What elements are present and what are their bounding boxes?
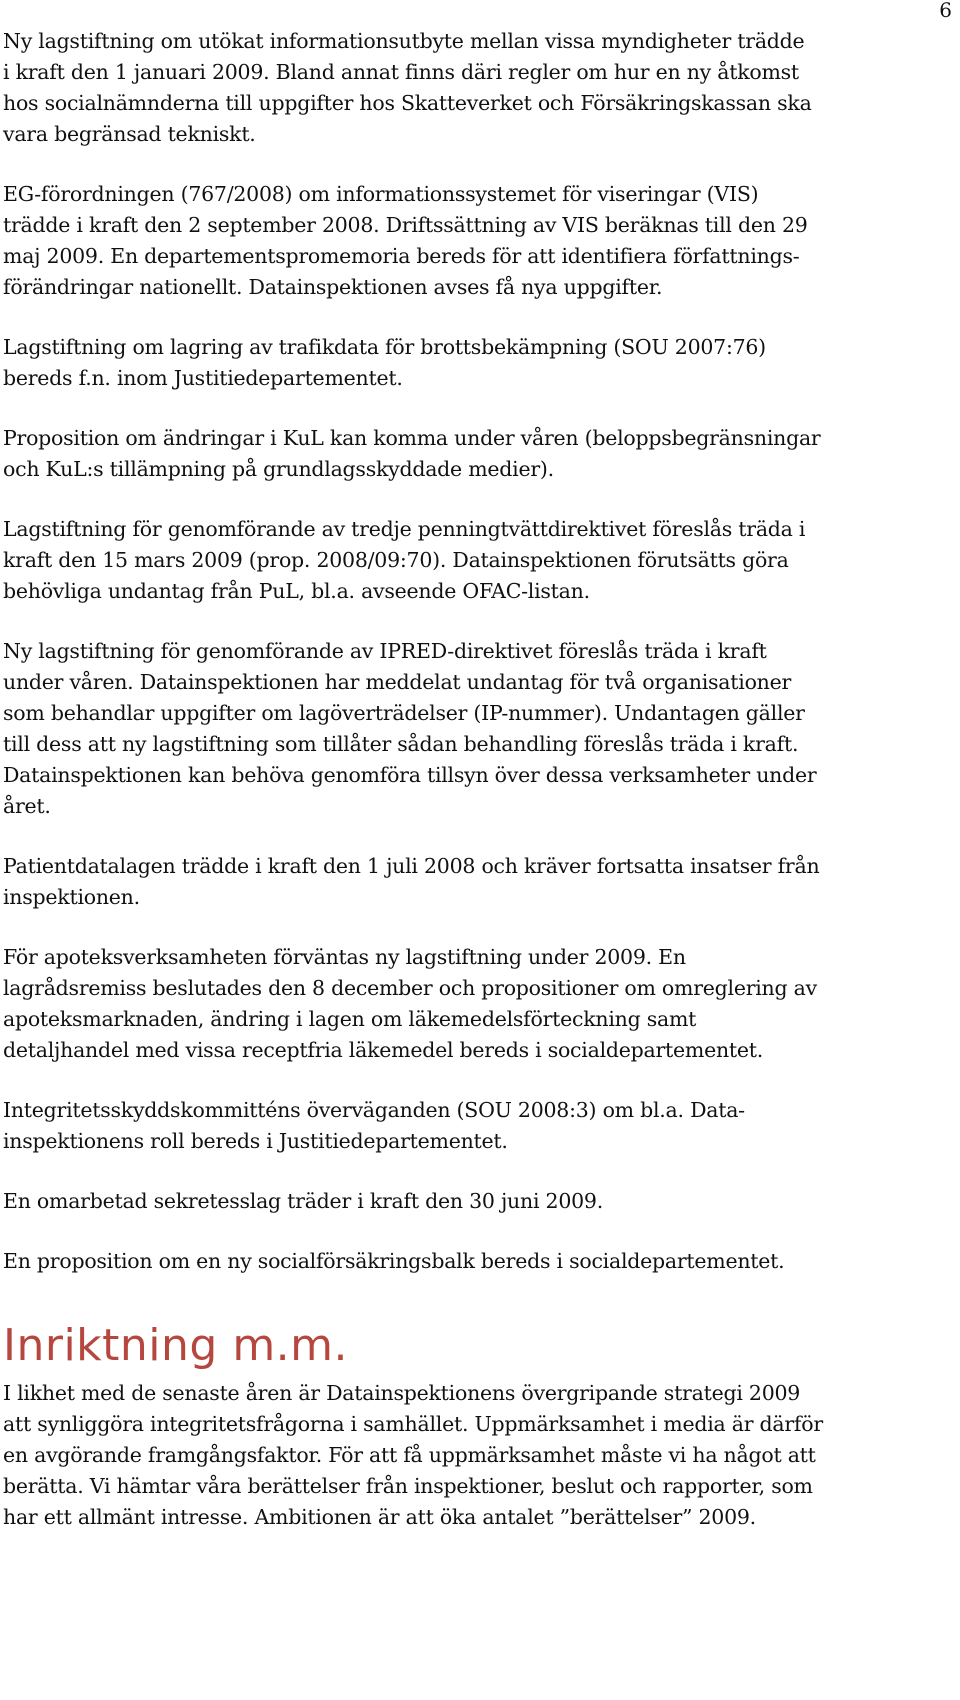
text-line: Datainspektionen kan behöva genomföra tillsyn över dessa verksamheter under [3, 763, 817, 787]
text-line: behövliga undantag från PuL, bl.a. avseende OFAC-listan. [3, 579, 590, 603]
text-line: att synliggöra integritetsfrågorna i samhället. Uppmärksamhet i media är därför [3, 1412, 823, 1436]
body-paragraph [3, 851, 943, 913]
page-number: 6 [939, 0, 952, 22]
text-line: För apoteksverksamheten förväntas ny lagstiftning under 2009. En [3, 945, 686, 969]
body-paragraph [3, 423, 943, 485]
text-line: vara begränsad tekniskt. [3, 122, 256, 146]
text-line: i kraft den 1 januari 2009. Bland annat finns däri regler om hur en ny åtkomst [3, 60, 799, 84]
body-paragraph [3, 636, 943, 822]
text-line: Lagstiftning om lagring av trafikdata för brottsbekämpning (SOU 2007:76) [3, 335, 766, 359]
text-line: Ny lagstiftning för genomförande av IPRED-direktivet föreslås träda i kraft [3, 639, 767, 663]
text-line: och KuL:s tillämpning på grundlagsskyddade medier). [3, 457, 554, 481]
text-line: Ny lagstiftning om utökat informationsutbyte mellan vissa myndigheter trädde [3, 29, 805, 53]
text-line: inspektionens roll bereds i Justitiedepartementet. [3, 1129, 508, 1153]
text-line: som behandlar uppgifter om lagöverträdelser (IP-nummer). Undantagen gäller [3, 701, 805, 725]
text-line: Integritetsskyddskommitténs överväganden (SOU 2008:3) om bl.a. Data- [3, 1098, 745, 1122]
text-line: berätta. Vi hämtar våra berättelser från inspektioner, beslut och rapporter, som [3, 1474, 813, 1498]
text-line: en avgörande framgångsfaktor. För att få uppmärksamhet måste vi ha något att [3, 1443, 816, 1467]
text-line: har ett allmänt intresse. Ambitionen är att öka antalet ”berättelser” 2009. [3, 1505, 756, 1529]
text-line: detaljhandel med vissa receptfria läkemedel bereds i socialdepartementet. [3, 1038, 764, 1062]
body-paragraph [3, 942, 943, 1066]
text-line: lagrådsremiss beslutades den 8 december och propositioner om omreglering av [3, 976, 817, 1000]
body-paragraph [3, 1246, 943, 1277]
text-line: Proposition om ändringar i KuL kan komma under våren (beloppsbegränsningar [3, 426, 821, 450]
text-line: bereds f.n. inom Justitiedepartementet. [3, 366, 403, 390]
text-line: inspektionen. [3, 885, 140, 909]
section-heading: Inriktning m.m. [3, 1320, 349, 1371]
body-paragraph [3, 1095, 943, 1157]
text-line: I likhet med de senaste åren är Datainspektionens övergripande strategi 2009 [3, 1381, 801, 1405]
text-line: En proposition om en ny socialförsäkringsbalk bereds i socialdepartementet. [3, 1249, 785, 1273]
text-line: under våren. Datainspektionen har meddelat undantag för två organisationer [3, 670, 792, 694]
text-line: maj 2009. En departementspromemoria bereds för att identifiera författnings- [3, 244, 800, 268]
text-line: apoteksmarknaden, ändring i lagen om läkemedelsförteckning samt [3, 1007, 697, 1031]
text-line: året. [3, 794, 51, 818]
text-line: EG-förordningen (767/2008) om informationssystemet för viseringar (VIS) [3, 182, 759, 206]
body-paragraph [3, 1186, 943, 1217]
body-paragraph [3, 179, 943, 303]
text-line: En omarbetad sekretesslag träder i kraft den 30 juni 2009. [3, 1189, 603, 1213]
section-paragraph [3, 1378, 943, 1533]
paragraph-list [3, 26, 943, 1277]
text-line: Patientdatalagen trädde i kraft den 1 juli 2008 och kräver fortsatta insatser från [3, 854, 820, 878]
text-line: Lagstiftning för genomförande av tredje penningtvättdirektivet föreslås träda i [3, 517, 806, 541]
text-line: kraft den 15 mars 2009 (prop. 2008/09:70). Datainspektionen förutsätts göra [3, 548, 789, 572]
document-body [3, 26, 943, 1533]
text-line: trädde i kraft den 2 september 2008. Driftssättning av VIS beräknas till den 29 [3, 213, 808, 237]
body-paragraph [3, 26, 943, 150]
body-paragraph [3, 332, 943, 394]
text-line: förändringar nationellt. Datainspektionen avses få nya uppgifter. [3, 275, 663, 299]
text-line: till dess att ny lagstiftning som tillåter sådan behandling föreslås träda i kraft. [3, 732, 799, 756]
text-line: hos socialnämnderna till uppgifter hos Skatteverket och Försäkringskassan ska [3, 91, 812, 115]
body-paragraph [3, 514, 943, 607]
